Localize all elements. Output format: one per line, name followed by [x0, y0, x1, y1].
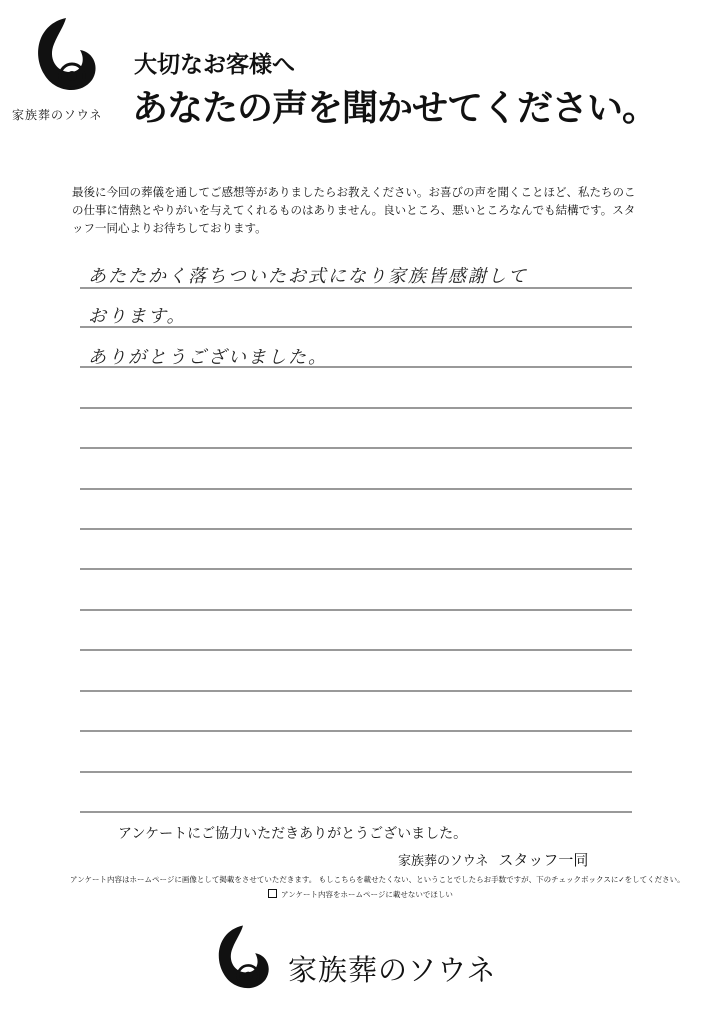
brand-name-large: 家族葬のソウネ: [288, 953, 497, 987]
handwritten-line-2: おります。: [88, 306, 187, 327]
thanks-message: アンケートにご協力いただきありがとうございました。: [118, 826, 468, 842]
handwritten-line-3: ありがとうございました。: [88, 347, 328, 368]
signature: [398, 849, 588, 870]
intro-paragraph: 最後に今回の葬儀を通してご感想等がありましたらお教えください。お喜びの声を聞くことほど、私たちのこの仕事に情熱とやりがいを与えてくれるものはありません。良いところ、悪いところなんでも結構です。スタッフ一同心よりお待ちしております。: [72, 185, 636, 235]
page-headline: あなたの声を聞かせてください。: [132, 88, 658, 129]
brand-name-small: 家族葬のソウネ: [12, 108, 103, 122]
handwritten-line-1: あたたかく落ちついたお式になり家族皆感謝して: [88, 266, 528, 287]
optout-row: [268, 889, 453, 900]
signature-brand: 家族葬のソウネ: [398, 854, 489, 869]
sone-logo-mark-large: [208, 922, 278, 1002]
publication-notice: アンケート内容はホームページに画像として掲載をさせていただきます。 もしこちらを載せたくない、ということでしたらお手数ですが、下のチェックボックスに✓をしてください。: [70, 875, 685, 884]
optout-checkbox[interactable]: [268, 889, 277, 898]
greeting-title: 大切なお客様へ: [134, 52, 295, 78]
signature-staff: スタッフ一同: [498, 851, 589, 869]
optout-label: アンケート内容をホームページに載せないでほしい: [281, 890, 453, 899]
ruled-lines: [80, 0, 632, 1024]
